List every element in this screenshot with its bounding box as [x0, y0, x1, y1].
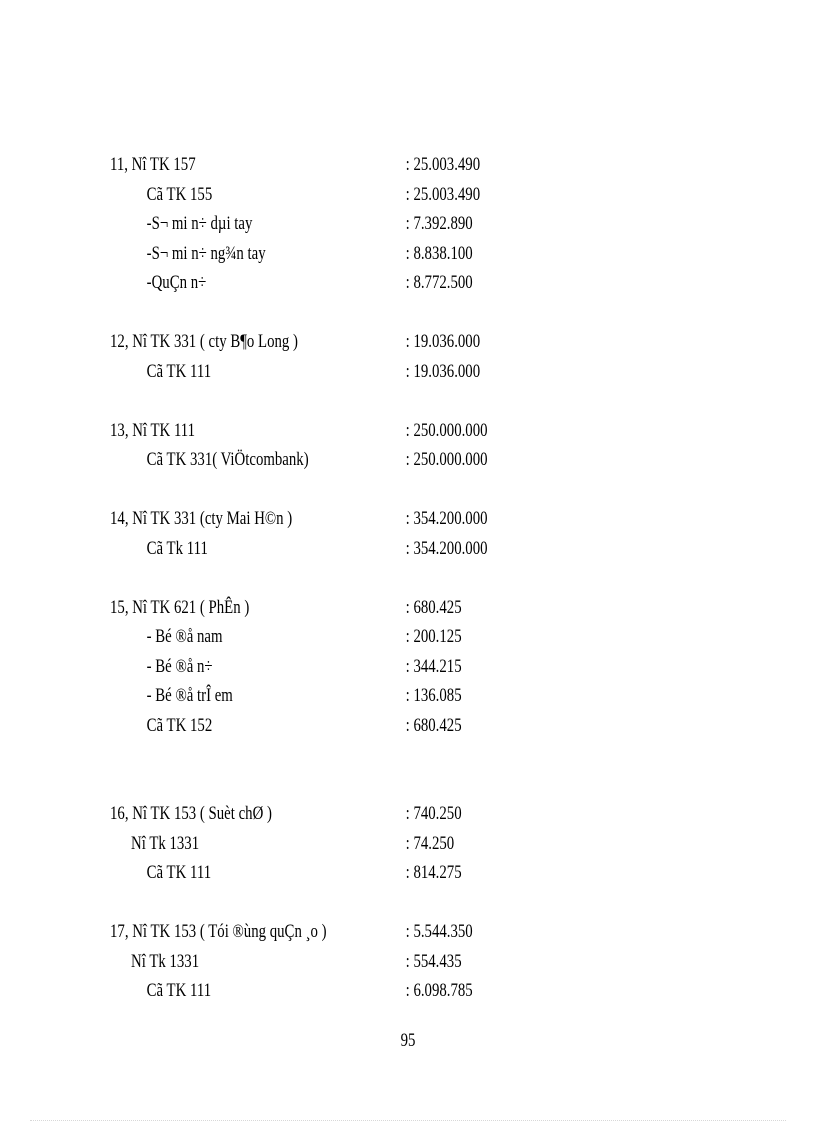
spacer: [110, 740, 710, 799]
entry-amount: : 6.098.785: [405, 980, 473, 1001]
entry-amount: : 344.215: [405, 655, 462, 677]
entry-label: Cã Tk 111: [146, 537, 208, 559]
entry-amount: : 354.200.000: [405, 508, 488, 529]
entry-row: [110, 150, 578, 180]
entry-amount: : 200.125: [405, 626, 462, 647]
page-number: 95: [400, 1030, 416, 1051]
entry-label: 15, Nî TK 621 ( PhÊn ): [110, 596, 250, 618]
entry-row: [110, 357, 578, 387]
entry-label: Cã TK 155: [146, 183, 213, 205]
entry-amount: : 680.425: [405, 714, 462, 736]
entry-label: 17, Nî TK 153 ( Tói ®ùng quÇn ¸o ): [110, 921, 327, 942]
entry-label: 16, Nî TK 153 ( Suèt chØ ): [110, 803, 272, 824]
entry-label: Nî Tk 1331: [131, 832, 200, 854]
entry-label: Cã TK 331( ViÖtcombank): [146, 449, 309, 470]
entry-label: - Bé ®å n÷: [146, 655, 213, 677]
entry-label: -QuÇn n÷: [146, 272, 207, 293]
entry-row: [110, 445, 578, 475]
entry-row: [110, 799, 578, 829]
entry-amount: : 74.250: [405, 832, 455, 854]
entry-row: [110, 858, 578, 888]
entry-label: -S¬ mi n÷ ng¾n tay: [146, 242, 266, 264]
entry-amount: : 25.003.490: [405, 183, 481, 205]
entry-label: -S¬ mi n÷ dµi tay: [146, 213, 253, 234]
entry-label: 11, Nî TK 157: [110, 154, 196, 175]
spacer: [110, 386, 710, 416]
entry-label: Cã TK 111: [146, 862, 212, 883]
entry-row: [110, 327, 578, 357]
spacer: [110, 475, 710, 505]
entry-label: 12, Nî TK 331 ( cty B¶o Long ): [110, 331, 298, 352]
entry-amount: : 5.544.350: [405, 921, 473, 942]
entry-amount: : 8.772.500: [405, 272, 473, 293]
entry-row: [110, 652, 578, 682]
entry-row: [110, 268, 578, 298]
entry-row: [110, 917, 578, 947]
entry-row: [110, 829, 578, 859]
entry-amount: : 250.000.000: [405, 419, 488, 441]
journal-entries: [110, 150, 710, 1006]
spacer: [110, 298, 710, 328]
entry-label: Nî Tk 1331: [131, 950, 200, 972]
entry-amount: : 680.425: [405, 596, 462, 618]
entry-amount: : 354.200.000: [405, 537, 488, 559]
spacer: [110, 563, 710, 593]
entry-row: [110, 976, 578, 1006]
entry-amount: : 740.250: [405, 803, 462, 824]
entry-label: Cã TK 111: [146, 360, 212, 382]
entry-row: [110, 622, 578, 652]
entry-amount: : 250.000.000: [405, 449, 488, 470]
entry-label: 13, Nî TK 111: [110, 419, 196, 441]
entry-label: - Bé ®å trÎ em: [146, 685, 233, 706]
entry-amount: : 19.036.000: [405, 331, 481, 352]
entry-amount: : 136.085: [405, 685, 462, 706]
entry-row: [110, 239, 578, 269]
entry-row: [110, 209, 578, 239]
entry-amount: : 8.838.100: [405, 242, 473, 264]
entry-row: [110, 504, 578, 534]
entry-amount: : 25.003.490: [405, 154, 481, 175]
page-bottom-divider: [30, 1120, 786, 1121]
entry-row: [110, 711, 578, 741]
entry-label: Cã TK 111: [146, 980, 212, 1001]
entry-amount: : 19.036.000: [405, 360, 481, 382]
entry-amount: : 814.275: [405, 862, 462, 883]
entry-row: [110, 947, 578, 977]
entry-row: [110, 416, 578, 446]
entry-row: [110, 681, 578, 711]
spacer: [110, 888, 710, 918]
entry-label: Cã TK 152: [146, 714, 213, 736]
entry-amount: : 7.392.890: [405, 213, 473, 234]
entry-label: 14, Nî TK 331 (cty Mai H©n ): [110, 508, 293, 529]
entry-label: - Bé ®å nam: [146, 626, 223, 647]
entry-amount: : 554.435: [405, 950, 462, 972]
entry-row: [110, 180, 578, 210]
entry-row: [110, 593, 578, 623]
entry-row: [110, 534, 578, 564]
